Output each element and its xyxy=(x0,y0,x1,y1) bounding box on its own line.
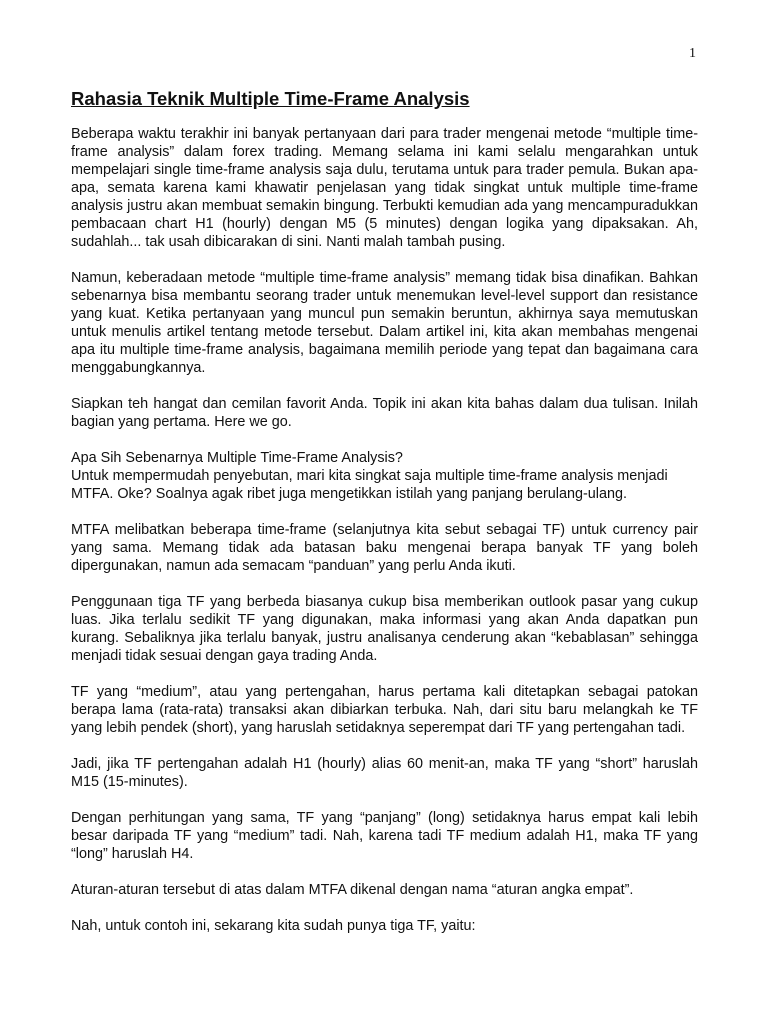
page-title: Rahasia Teknik Multiple Time-Frame Analysis xyxy=(71,88,470,109)
paragraph-mtfa-definition: MTFA melibatkan beberapa time-frame (selanjutnya kita sebut sebagai TF) untuk currency pair yang sama. Memang tidak ada batasan baku mengenai berapa banyak TF yang boleh dipergunakan, namun ada semacam “panduan” yang perlu Anda ikuti. xyxy=(71,522,698,575)
page-number: 1 xyxy=(689,46,696,61)
paragraph-mtfa-benefit: Namun, keberadaan metode “multiple time-frame analysis” memang tidak bisa dinafikan. Bahkan sebenarnya bisa membantu seorang trader untuk menemukan level-level support dan resistance yang kuat. Ketika pertanyaan yang muncul pun semakin beruntun, akhirnya saya memutuskan untuk menulis artikel tentang metode tersebut. Dalam artikel ini, kita akan membahas mengenai apa itu multiple time-frame analysis, bagaimana memilih periode yang tepat dan bagaimana cara menggabungkannya. xyxy=(71,270,698,377)
paragraph-short-tf: Jadi, jika TF pertengahan adalah H1 (hourly) alias 60 menit-an, maka TF yang “short” haruslah M15 (15-minutes). xyxy=(71,756,698,791)
paragraph-mtfa-abbrev: Untuk mempermudah penyebutan, mari kita singkat saja multiple time-frame analysis menjadi MTFA. Oke? Soalnya agak ribet juga mengetikkan istilah yang panjang berulang-ulang. xyxy=(71,468,668,503)
paragraph-preparation: Siapkan teh hangat dan cemilan favorit Anda. Topik ini akan kita bahas dalam dua tulisan. Inilah bagian yang pertama. Here we go. xyxy=(71,396,698,431)
paragraph-three-tf: Penggunaan tiga TF yang berbeda biasanya cukup bisa memberikan outlook pasar yang cukup luas. Jika terlalu sedikit TF yang digunakan, maka informasi yang akan Anda dapatkan pun kurang. Sebaliknya jika terlalu banyak, justru analisanya cenderung akan “kebablasan” sehingga menjadi tidak sesuai dengan gaya trading Anda. xyxy=(71,594,698,665)
paragraph-three-tf-list-intro: Nah, untuk contoh ini, sekarang kita sudah punya tiga TF, yaitu: xyxy=(71,918,476,935)
paragraph-intro: Beberapa waktu terakhir ini banyak pertanyaan dari para trader mengenai metode “multiple time-frame analysis” dalam forex trading. Memang selama ini kami selalu mengarahkan untuk mempelajari single time-frame analysis saja dulu, terutama untuk para trader pemula. Bukan apa-apa, semata karena kami khawatir penjelasan yang tidak singkat untuk multiple time-frame analysis justru akan membuat semakin bingung. Terbukti kemudian ada yang mencampuradukkan pembacaan chart H1 (hourly) dengan M5 (5 minutes) dengan logika yang dipaksakan. Ah, sudahlah... tak usah dibicarakan di sini. Nanti malah tambah pusing. xyxy=(71,126,698,251)
section-subheading: Apa Sih Sebenarnya Multiple Time-Frame Analysis? xyxy=(71,450,403,467)
document-body xyxy=(71,88,698,935)
paragraph-rule-of-four: Aturan-aturan tersebut di atas dalam MTFA dikenal dengan nama “aturan angka empat”. xyxy=(71,882,634,899)
paragraph-long-tf: Dengan perhitungan yang sama, TF yang “panjang” (long) setidaknya harus empat kali lebih besar daripada TF yang “medium” tadi. Nah, karena tadi TF medium adalah H1, maka TF yang “long” haruslah H4. xyxy=(71,810,698,863)
paragraph-medium-tf: TF yang “medium”, atau yang pertengahan, harus pertama kali ditetapkan sebagai patokan berapa lama (rata-rata) transaksi akan dibiarkan terbuka. Nah, dari situ baru melangkah ke TF yang lebih pendek (short), yang haruslah setidaknya seperempat dari TF yang pertengahan tadi. xyxy=(71,684,698,737)
